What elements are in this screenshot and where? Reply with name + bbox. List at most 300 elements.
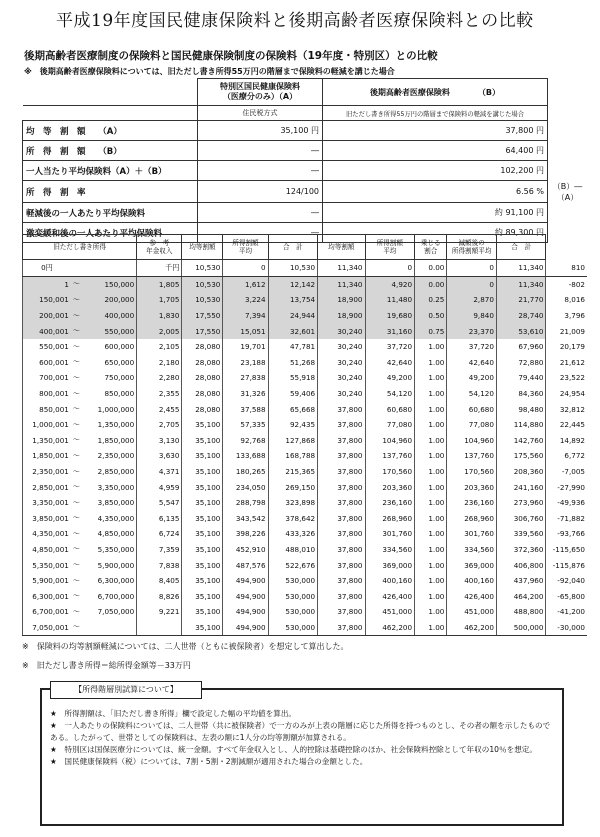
income-upper: 3,850,000 [83,495,137,511]
difference: 21,612 [546,355,587,371]
a-total: 215,365 [268,464,318,480]
table-row [23,308,588,324]
pension-income: 2,005 [137,323,182,339]
income-lower: 400,001 [23,323,70,339]
income-upper [83,620,137,636]
a-equal-amount: 35,100 [182,417,223,433]
difference: 32,812 [546,401,587,417]
b-total: 372,360 [496,542,546,558]
income-upper: 400,000 [83,308,137,324]
income-upper: 6,300,000 [83,573,137,589]
income-sep: ～ [70,308,83,324]
table-row [23,479,588,495]
a-total: 59,406 [268,386,318,402]
income-sep: ～ [72,497,80,507]
a-income-amount: 133,688 [223,448,268,464]
income-lower: 3,850,001 [23,511,70,527]
pension-income: 6,724 [137,526,182,542]
b-reduced-amount: 426,400 [447,588,497,604]
a-equal-amount: 35,100 [182,557,223,573]
b-total: 306,760 [496,511,546,527]
b-equal-amount: 30,240 [318,370,365,386]
summary-row [23,121,588,141]
income-upper: 6,700,000 [83,588,137,604]
b-reduced-amount: 54,120 [447,386,497,402]
b-reduced-amount: 49,200 [447,370,497,386]
income-lower: 600,001 [23,355,70,371]
b-total: 142,760 [496,433,546,449]
table-row [23,386,588,402]
table-row [23,604,588,620]
b-reduced-amount: 9,840 [447,308,497,324]
assumption-note: ※ 後期高齢者医療保険料については、旧ただし書き所得55万円の階層まで保険料の軽減を講じた場合 [24,67,395,76]
income-upper: 1,000,000 [83,401,137,417]
b-total: 114,880 [496,417,546,433]
b-equal-amount: 30,240 [318,355,365,371]
income-sep: ～ [72,575,80,585]
a-income-amount: 180,265 [223,464,268,480]
b-total: 437,960 [496,573,546,589]
b-equal-amount: 11,340 [318,260,365,277]
summary-label: 軽減後の一人あたり平均保険料 [23,203,198,223]
a-total: 24,944 [268,308,318,324]
income-lower: 2,850,001 [23,479,70,495]
difference: -49,936 [546,495,587,511]
table-row [23,526,588,542]
b-reduced-amount: 203,360 [447,479,497,495]
b-reduced-amount: 236,160 [447,495,497,511]
table-row [23,464,588,480]
b-total: 98,480 [496,401,546,417]
difference: 20,179 [546,339,587,355]
income-sep: ～ [72,372,80,382]
a-equal-amount: 10,530 [182,276,223,292]
b-total: 208,360 [496,464,546,480]
difference: -27,990 [546,479,587,495]
a-equal-amount: 35,100 [182,495,223,511]
table-row [23,355,588,371]
b-income-amount: 19,680 [365,308,415,324]
a-equal-amount: 10,530 [182,260,223,277]
pension-income: 7,838 [137,557,182,573]
summary-value-b: 37,800 円 [323,121,548,141]
col-a-header: 特別区国民健康保険料 （医療分のみ）（A） [198,79,323,106]
b-reduced-amount: 42,640 [447,355,497,371]
pension-income: 1,830 [137,308,182,324]
table-row [23,260,588,277]
b-ratio: 1.00 [415,511,447,527]
income-sep: ～ [72,606,80,616]
a-total: 530,000 [268,588,318,604]
calc-notes-heading: 【所得階層別試算について】 [50,681,202,699]
b-equal-amount: 11,340 [318,276,365,292]
a-total: 47,781 [268,339,318,355]
pension-income: 5,547 [137,495,182,511]
b-reduced-header: 減額後の 所得割額平均 [447,235,497,260]
b-reduced-amount: 23,370 [447,323,497,339]
difference: -115,876 [546,557,587,573]
b-income-amount: 462,200 [365,620,415,636]
a-income-amount: 37,588 [223,401,268,417]
difference: -93,766 [546,526,587,542]
b-ratio: 1.00 [415,417,447,433]
pension-income: 6,135 [137,511,182,527]
b-equal-amount: 37,800 [318,604,365,620]
income-lower: 1,850,001 [23,448,70,464]
income-lower: 550,001 [23,339,70,355]
b-equal-amount: 37,800 [318,526,365,542]
b-reduced-amount: 334,560 [447,542,497,558]
b-total: 500,000 [496,620,546,636]
col-a-note: 住民税方式 [198,106,323,121]
table-row [23,620,588,636]
income-sep: ～ [72,435,80,445]
b-equal-amount: 37,800 [318,464,365,480]
b-income-amount: 203,360 [365,479,415,495]
summary-value-b: 64,400 円 [323,141,548,161]
table-row [23,370,588,386]
b-equal-amount: 37,800 [318,417,365,433]
b-equal-amount: 37,800 [318,433,365,449]
b-total: 28,740 [496,308,546,324]
b-equal-header: 均等割額 [318,235,365,260]
b-equal-amount: 37,800 [318,588,365,604]
a-total: 433,326 [268,526,318,542]
b-equal-amount: 37,800 [318,448,365,464]
b-ratio: 1.00 [415,339,447,355]
b-total: 406,800 [496,557,546,573]
a-total: 522,676 [268,557,318,573]
income-lower: 200,001 [23,308,70,324]
table-row [23,339,588,355]
b-income-amount: 170,560 [365,464,415,480]
summary-value-a: 35,100 円 [198,121,323,141]
a-total: 378,642 [268,511,318,527]
document-subtitle: 後期高齢者医療制度の保険料と国民健康保険制度の保険料（19年度・特別区）との比較 [24,50,438,62]
b-reduced-amount: 369,000 [447,557,497,573]
a-total: 92,435 [268,417,318,433]
difference: 24,954 [546,386,587,402]
income-upper [83,260,137,277]
a-income-amount: 487,576 [223,557,268,573]
b-reduced-amount: 104,960 [447,433,497,449]
a-income-amount: 0 [223,260,268,277]
b-reduced-amount: 451,000 [447,604,497,620]
income-sep: ～ [72,544,80,554]
difference: 8,016 [546,292,587,308]
summary-label: 激変緩和後の一人あたり平均保険料 [23,223,198,243]
income-upper: 1,350,000 [83,417,137,433]
a-total: 530,000 [268,573,318,589]
a-income-amount: 3,224 [223,292,268,308]
b-reduced-amount: 2,870 [447,292,497,308]
income-lower: 1 [23,276,70,292]
footnote-1: ※ 保険料の均等割額軽減については、二人世帯（ともに被保険者）を想定して算出した。 [22,642,349,651]
ref-header: 参 考 年金収入 [137,235,182,260]
b-total: 11,340 [496,276,546,292]
a-equal-amount: 28,080 [182,370,223,386]
summary-value-a: 124/100 [198,181,323,203]
difference: -92,040 [546,573,587,589]
summary-value-b: 102,200 円 [323,161,548,181]
b-income-amount: 77,080 [365,417,415,433]
income-lower: 6,700,001 [23,604,70,620]
b-income-amount: 137,760 [365,448,415,464]
b-income-amount: 369,000 [365,557,415,573]
income-lower: 6,300,001 [23,588,70,604]
b-equal-amount: 18,900 [318,308,365,324]
b-equal-amount: 37,800 [318,573,365,589]
summary-label: 一人当たり平均保険料（A）＋（B） [23,161,198,181]
a-income-amount: 234,050 [223,479,268,495]
summary-value-a: ― [198,203,323,223]
a-total: 51,268 [268,355,318,371]
b-income-amount: 236,160 [365,495,415,511]
b-total: 339,560 [496,526,546,542]
income-sep: ～ [70,292,83,308]
b-income-amount: 49,200 [365,370,415,386]
pension-income: 4,371 [137,464,182,480]
b-reduced-amount: 137,760 [447,448,497,464]
pension-income: 8,826 [137,588,182,604]
pension-income: 1,805 [137,276,182,292]
b-ratio: 1.00 [415,386,447,402]
b-total: 273,960 [496,495,546,511]
pension-income: 8,405 [137,573,182,589]
income-lower: 1,000,001 [23,417,70,433]
b-total: 72,880 [496,355,546,371]
a-income-amount: 494,900 [223,588,268,604]
b-reduced-amount: 462,200 [447,620,497,636]
income-sep: ～ [72,591,80,601]
income-upper: 7,050,000 [83,604,137,620]
pension-income: 千円 [137,260,182,277]
income-sep: ～ [72,513,80,523]
b-total: 11,340 [496,260,546,277]
table-row [23,495,588,511]
b-total: 53,610 [496,323,546,339]
a-equal-amount: 35,100 [182,433,223,449]
pension-income: 2,180 [137,355,182,371]
b-equal-amount: 37,800 [318,479,365,495]
difference: -41,200 [546,604,587,620]
table-row [23,573,588,589]
a-income-amount: 57,335 [223,417,268,433]
b-ratio: 1.00 [415,526,447,542]
table-row [23,292,588,308]
b-income-amount: 42,640 [365,355,415,371]
b-ratio: 1.00 [415,355,447,371]
b-equal-amount: 37,800 [318,557,365,573]
a-total: 530,000 [268,620,318,636]
summary-row [23,141,588,161]
b-ratio: 1.00 [415,557,447,573]
income-upper: 150,000 [83,276,137,292]
b-ratio: 1.00 [415,479,447,495]
b-income-amount: 268,960 [365,511,415,527]
income-sep: ～ [72,482,80,492]
b-income-amount: 426,400 [365,588,415,604]
summary-row [23,181,588,203]
b-reduced-amount: 77,080 [447,417,497,433]
pension-income: 2,105 [137,339,182,355]
a-total: 55,918 [268,370,318,386]
income-upper: 200,000 [83,292,137,308]
income-upper: 850,000 [83,386,137,402]
income-upper: 550,000 [83,323,137,339]
b-income-amount: 31,160 [365,323,415,339]
a-total: 323,898 [268,495,318,511]
income-sep: ～ [72,388,80,398]
b-total: 79,440 [496,370,546,386]
b-equal-amount: 37,800 [318,495,365,511]
income-lower: 1,350,001 [23,433,70,449]
difference: -30,000 [546,620,587,636]
table-row [23,542,588,558]
table-row [23,417,588,433]
a-equal-amount: 35,100 [182,542,223,558]
income-upper: 2,350,000 [83,448,137,464]
a-total: 12,142 [268,276,318,292]
a-income-amount: 7,394 [223,308,268,324]
b-total: 488,800 [496,604,546,620]
table-row [23,401,588,417]
difference: 22,445 [546,417,587,433]
a-equal-amount: 35,100 [182,448,223,464]
b-income-amount: 60,680 [365,401,415,417]
income-sep: ～ [72,466,80,476]
a-equal-amount: 35,100 [182,604,223,620]
b-equal-amount: 18,900 [318,292,365,308]
b-ratio: 1.00 [415,448,447,464]
income-sep: ～ [72,450,80,460]
b-reduced-amount: 37,720 [447,339,497,355]
bracket-table [22,234,587,636]
a-income-amount: 494,900 [223,573,268,589]
a-total: 488,010 [268,542,318,558]
a-income-amount: 494,900 [223,604,268,620]
pension-income: 4,959 [137,479,182,495]
table-row [23,588,588,604]
b-ratio: 0.00 [415,260,447,277]
pension-income: 2,280 [137,370,182,386]
a-equal-amount: 35,100 [182,464,223,480]
b-income-amount: 0 [365,260,415,277]
b-equal-amount: 37,800 [318,620,365,636]
b-total-header: 合 計 [496,235,546,260]
b-ratio: 0.25 [415,292,447,308]
income-lower: 0円 [23,260,70,277]
table-row [23,557,588,573]
a-income-amount: 27,838 [223,370,268,386]
a-equal-amount: 35,100 [182,588,223,604]
pension-income: 9,221 [137,604,182,620]
a-income-amount: 15,051 [223,323,268,339]
b-ratio: 0.50 [415,308,447,324]
a-income-amount: 19,701 [223,339,268,355]
calc-note-2: ★ 一人あたりの保険料については、二人世帯（共に被保険者）で一方のみが上表の階層に応じた所得を持つものとし、その者の額を示したものである。したがって、世帯としての保険料は、左表の額に1人分の均等割額が加算される。 [50,721,551,742]
a-total: 10,530 [268,260,318,277]
b-ratio: 1.00 [415,370,447,386]
b-total: 67,960 [496,339,546,355]
summary-value-b: 6.56 % [323,181,548,203]
b-reduced-amount: 170,560 [447,464,497,480]
difference: -71,882 [546,511,587,527]
difference: 14,892 [546,433,587,449]
a-total: 168,788 [268,448,318,464]
summary-value-a: ― [198,161,323,181]
a-total: 530,000 [268,604,318,620]
b-ratio: 1.00 [415,495,447,511]
income-sep: ～ [72,528,80,538]
a-equal-amount: 35,100 [182,573,223,589]
income-lower: 2,350,001 [23,464,70,480]
b-reduced-amount: 0 [447,276,497,292]
difference: 21,009 [546,323,587,339]
a-equal-amount: 35,100 [182,479,223,495]
b-income-amount: 301,760 [365,526,415,542]
a-income-amount: 1,612 [223,276,268,292]
a-income-amount: 398,226 [223,526,268,542]
income-sep: ～ [70,276,83,292]
difference: 3,796 [546,308,587,324]
income-header: 旧ただし書き所得 [23,235,137,260]
table-row [23,511,588,527]
a-equal-amount: 28,080 [182,401,223,417]
calc-notes-box [40,685,564,826]
b-income-amount: 451,000 [365,604,415,620]
income-lower: 5,350,001 [23,557,70,573]
a-income-amount: 494,900 [223,620,268,636]
a-income-amount: 452,910 [223,542,268,558]
b-total: 21,770 [496,292,546,308]
b-equal-amount: 37,800 [318,401,365,417]
b-income-amount: 11,480 [365,292,415,308]
a-income-amount: 31,326 [223,386,268,402]
a-equal-amount: 28,080 [182,355,223,371]
income-sep: ～ [70,323,83,339]
a-total: 13,754 [268,292,318,308]
summary-value-b: 約 89,300 円 [323,223,548,243]
grid-header-row [23,235,588,260]
income-lower: 700,001 [23,370,70,386]
a-total: 127,868 [268,433,318,449]
table-row [23,448,588,464]
income-upper: 5,350,000 [83,542,137,558]
a-income-header: 所得割額 平均 [223,235,268,260]
b-reduced-amount: 60,680 [447,401,497,417]
table-row [23,433,588,449]
difference: 810 [546,260,587,277]
b-equal-amount: 37,800 [318,542,365,558]
income-sep: ～ [70,620,83,636]
pension-income: 3,630 [137,448,182,464]
income-sep: ～ [72,560,80,570]
diff-label: （B）―（A） [552,181,583,202]
b-total: 241,160 [496,479,546,495]
a-equal-amount: 28,080 [182,386,223,402]
a-income-amount: 92,768 [223,433,268,449]
summary-table [22,78,588,243]
summary-label: 所 得 割 率 [23,181,198,203]
a-equal-amount: 35,100 [182,620,223,636]
a-equal-amount: 35,100 [182,526,223,542]
income-upper: 5,900,000 [83,557,137,573]
b-income-amount: 104,960 [365,433,415,449]
b-reduced-amount: 0 [447,260,497,277]
a-equal-amount: 17,550 [182,308,223,324]
b-ratio-header: 乗じる 割合 [415,235,447,260]
